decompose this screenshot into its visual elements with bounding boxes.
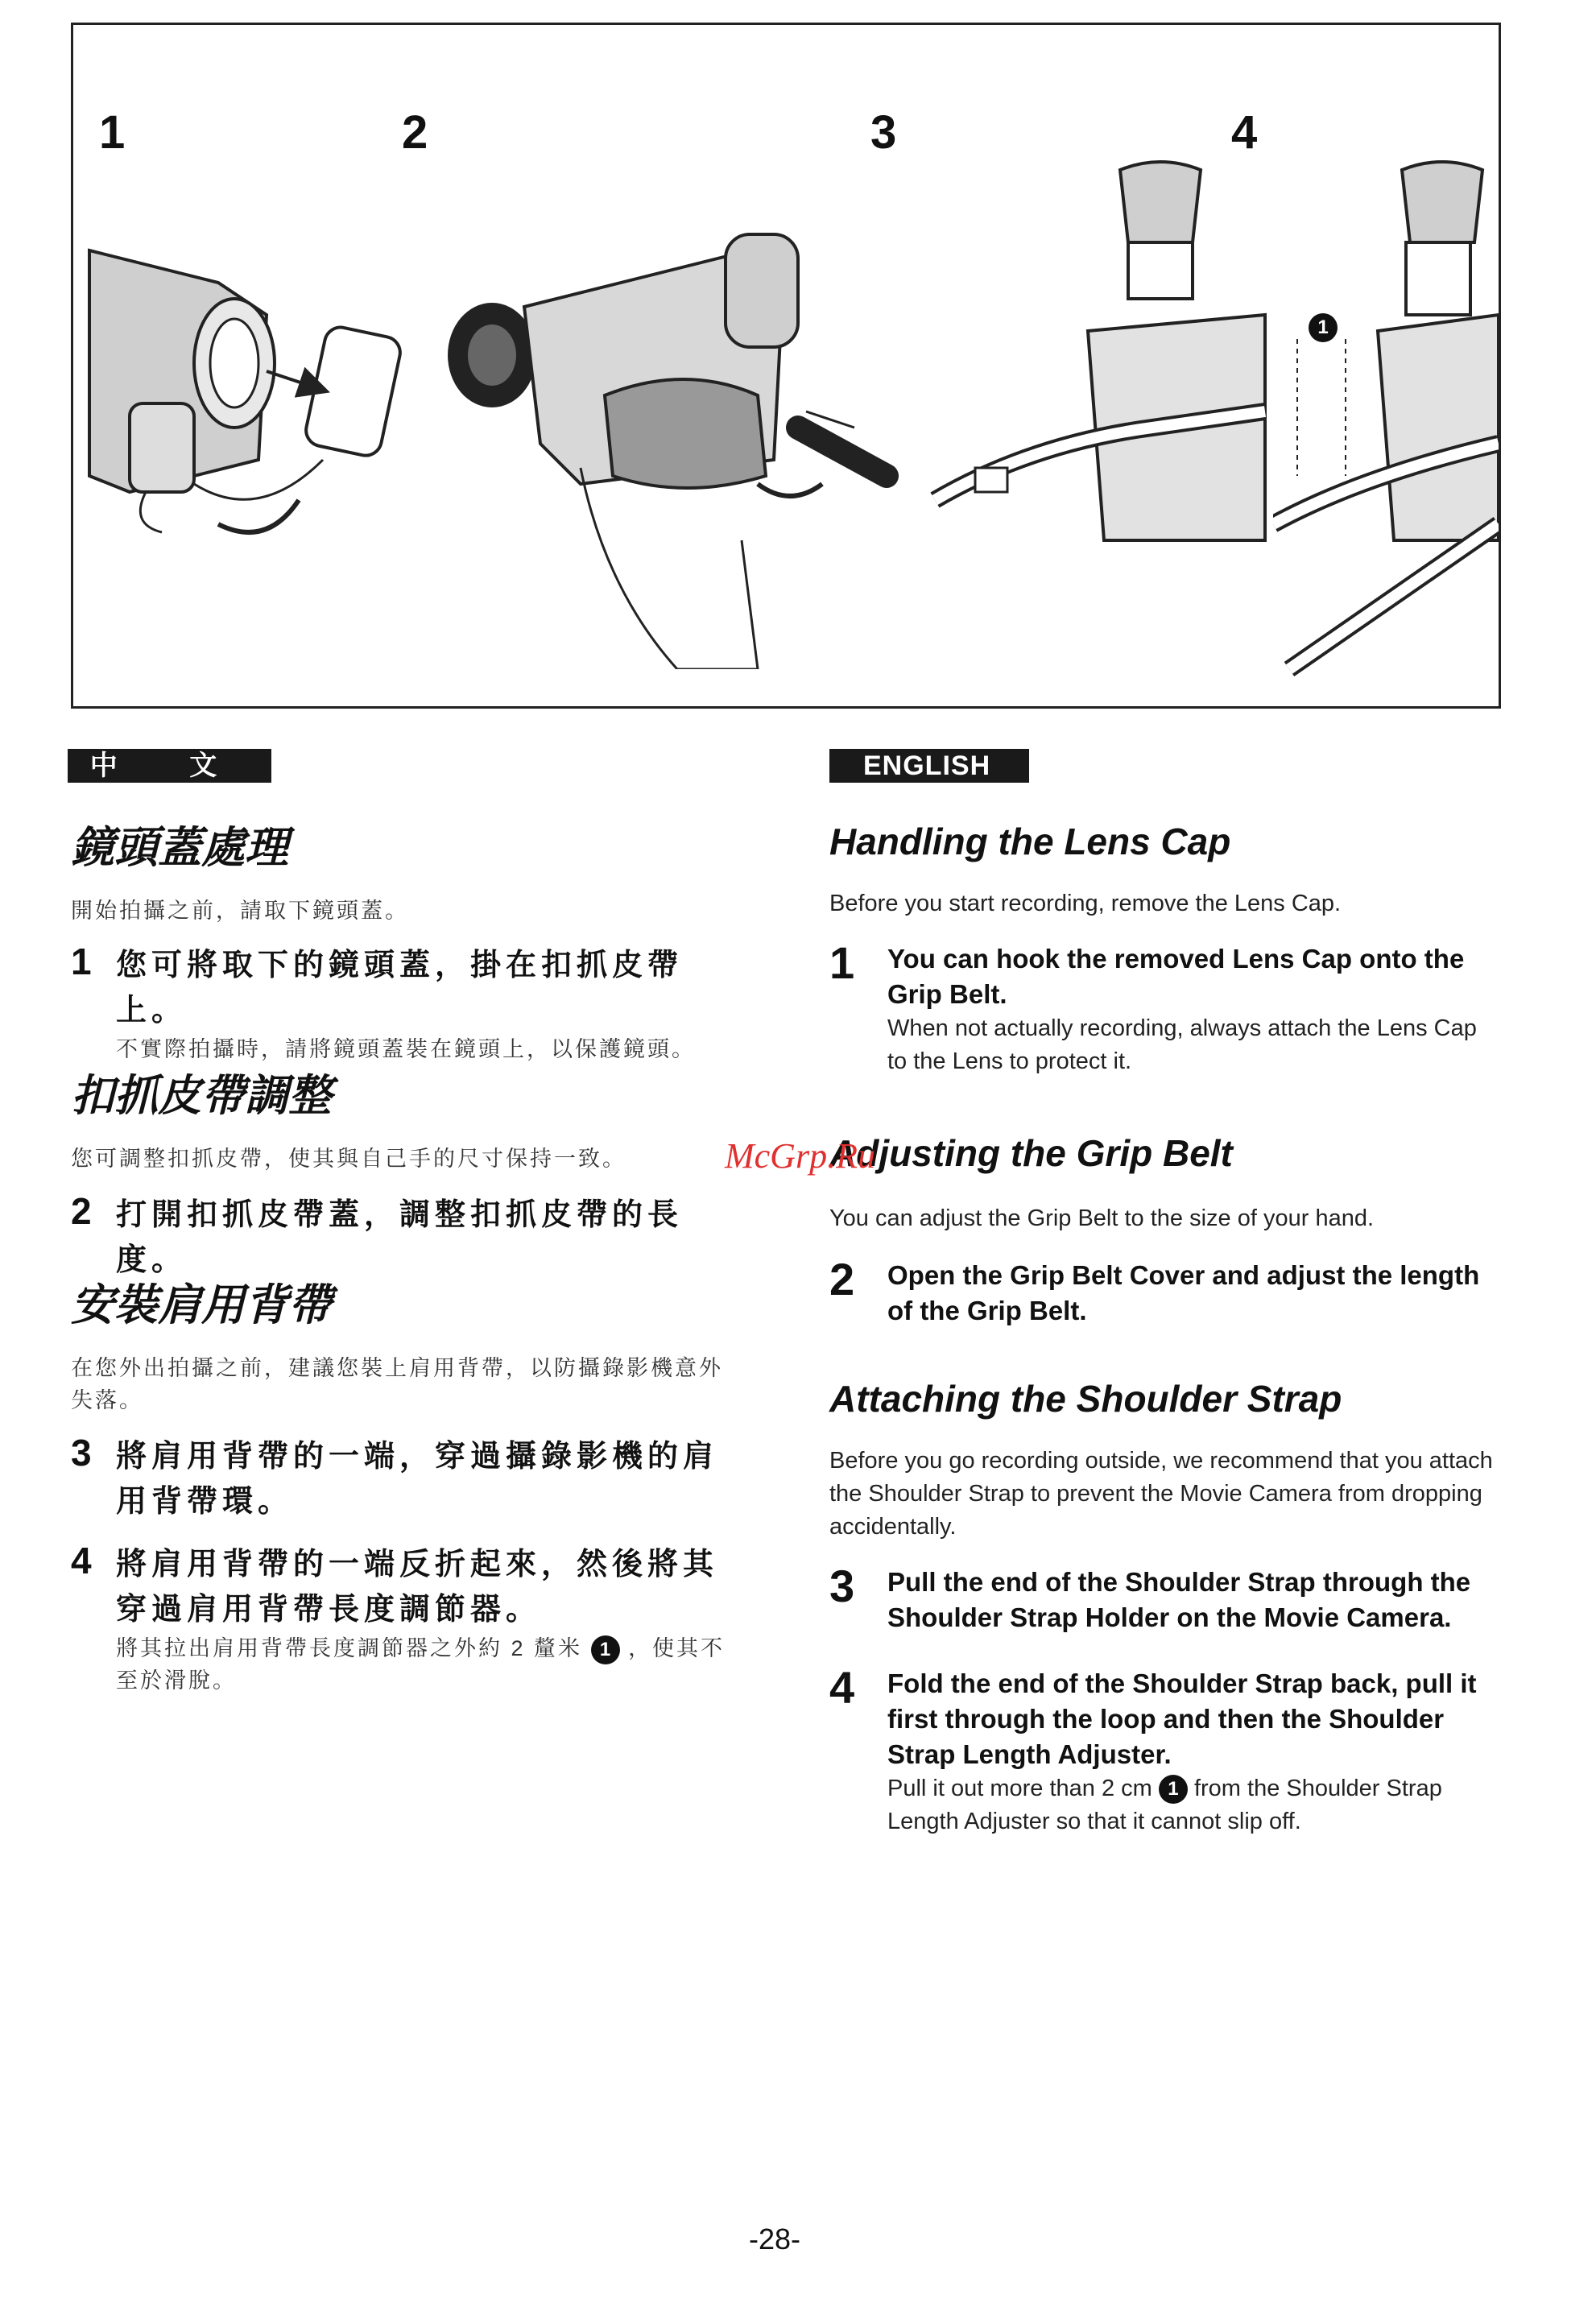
illustration-frame [71,23,1501,709]
en-step-4-note-end: from the Shoulder Strap Length Adjuster so that it cannot slip off. [887,1776,1442,1834]
en-lens-cap-section [829,820,1498,1078]
en-lens-cap-intro: Before you start recording, remove the Lens Cap. [829,891,1342,916]
en-grip-belt-heading: Adjusting the Grip Belt [829,1132,1233,1174]
zh-shoulder-strap-intro: 在您外出拍攝之前，建議您裝上肩用背帶，以防攝錄影機意外失落。 [71,1356,723,1412]
en-step-3 [829,1561,1498,1635]
callout-1-badge: 1 [1309,313,1338,342]
en-step-1-number: 1 [829,937,855,988]
zh-step-1 [71,943,731,1065]
zh-step-3-title: 將肩用背帶的一端，穿過攝錄影機的肩用背帶環。 [116,1440,719,1519]
en-step-1-title: You can hook the removed Lens Cap onto the Grip Belt. [887,944,1465,1009]
en-shoulder-strap-heading: Attaching the Shoulder Strap [829,1378,1342,1420]
en-step-3-title: Pull the end of the Shoulder Strap through the Shoulder Strap Holder on the Movie Camera. [887,1567,1471,1632]
zh-step-4-number: 4 [71,1540,92,1582]
zh-step-2-number: 2 [71,1190,92,1232]
zh-grip-belt-section [71,1061,731,1283]
en-step-4-note [887,1772,1498,1838]
zh-step-4-note-start: 將其拉出肩用背帶長度調節器之外約 2 釐米 [116,1636,583,1660]
zh-lens-cap-heading: 鏡頭蓋處理 [71,821,288,873]
en-lens-cap-heading: Handling the Lens Cap [829,821,1231,862]
zh-step-4-title: 將肩用背帶的一端反折起來，然後將其穿過肩用背帶長度調節器。 [116,1548,719,1627]
zh-step-2-title: 打開扣抓皮帶蓋，調整扣抓皮帶的長度。 [116,1198,684,1277]
strap-adjuster-illustration [1273,154,1499,685]
zh-grip-belt-intro: 您可調整扣抓皮帶，使其與自己手的尺寸保持一致。 [71,1147,626,1171]
zh-step-1-number: 1 [71,941,92,982]
zh-lens-cap-section [71,813,731,1065]
en-step-1-note: When not actually recording, always attach the Lens Cap to the Lens to protect it. [887,1015,1477,1074]
en-step-2-number: 2 [829,1254,855,1304]
en-grip-belt-intro: You can adjust the Grip Belt to the size of your hand. [829,1205,1375,1231]
en-shoulder-strap-intro: Before you go recording outside, we recommend that you attach the Shoulder Strap to prevent the Movie Camera from dropping accidentally. [829,1448,1493,1540]
zh-step-2 [71,1190,731,1283]
en-step-4-number: 4 [829,1662,855,1713]
en-step-1 [829,937,1498,1078]
page-number: -28- [749,2222,801,2255]
callout-1-icon: 1 [591,1635,620,1664]
zh-grip-belt-heading: 扣抓皮帶調整 [71,1069,332,1121]
watermark: McGrp.Ru [725,1136,875,1176]
lens-cap-illustration [81,218,420,669]
zh-step-3-number: 3 [71,1432,92,1474]
zh-shoulder-strap-section [71,1271,731,1697]
figure-step-4-number: 4 [1231,106,1258,159]
en-step-4-note-start: Pull it out more than 2 cm [887,1776,1152,1801]
en-shoulder-strap-section [829,1377,1498,1838]
en-step-3-number: 3 [829,1561,855,1611]
zh-step-4 [71,1542,731,1697]
zh-lens-cap-intro: 開始拍攝之前，請取下鏡頭蓋。 [71,899,409,923]
zh-shoulder-strap-heading: 安裝肩用背帶 [71,1279,332,1330]
figure-step-1-number: 1 [99,106,126,159]
chinese-section-badge: 中 文 [68,749,271,783]
en-step-4 [829,1662,1498,1838]
figure-step-2-number: 2 [402,106,428,159]
zh-step-4-note [116,1632,731,1697]
shoulder-strap-holder-illustration [911,154,1273,669]
zh-step-4-note-end: ，使其不至於滑脫。 [116,1636,726,1693]
figure-step-3-number: 3 [870,106,897,159]
grip-belt-illustration [420,218,903,669]
en-step-2-title: Open the Grip Belt Cover and adjust the length of the Grip Belt. [887,1260,1480,1325]
en-grip-belt-section [829,1131,1498,1329]
english-section-badge: ENGLISH [829,749,1029,783]
zh-step-3 [71,1434,731,1524]
zh-step-1-note: 不實際拍攝時，請將鏡頭蓋裝在鏡頭上，以保護鏡頭。 [116,1037,696,1061]
callout-1-icon: 1 [1159,1775,1188,1804]
en-step-2 [829,1254,1498,1329]
en-step-4-title: Fold the end of the Shoulder Strap back, pull it first through the loop and then the Shoulder Strap Length Adjuster. [887,1668,1477,1769]
zh-step-1-title: 您可將取下的鏡頭蓋，掛在扣抓皮帶上。 [116,949,684,1027]
